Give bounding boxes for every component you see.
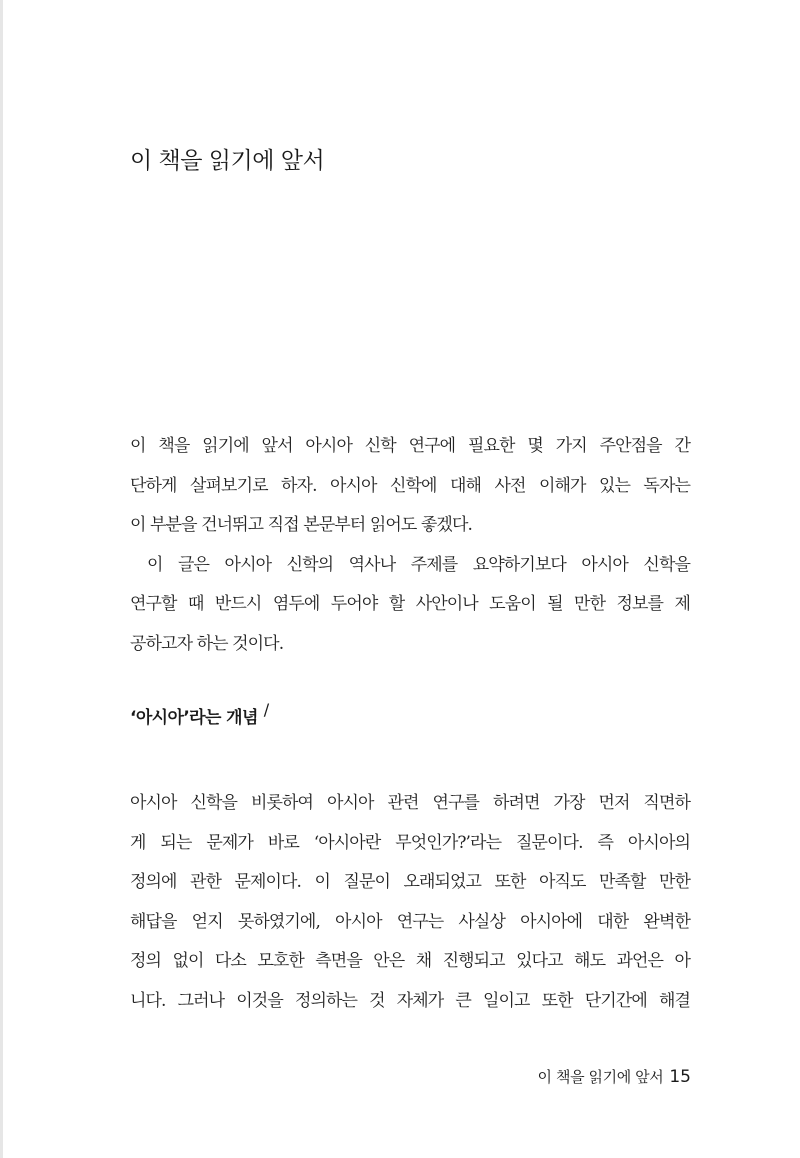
- section-heading: [130, 700, 269, 728]
- text-line: 연구할 때 반드시 염두에 두어야 할 사안이나 도움이 될 만한 정보를 제: [130, 594, 690, 614]
- text-line: 해답을 얻지 못하였기에, 아시아 연구는 사실상 아시아에 대한 완벽한: [130, 911, 690, 932]
- chapter-title: 이 책을 읽기에 앞서: [130, 148, 325, 174]
- page-footer: [538, 1066, 691, 1087]
- section-text: [130, 784, 690, 1021]
- page-edge-shadow: [0, 0, 3, 1158]
- text-line: 정의에 관한 문제이다. 이 질문이 오래되었고 또한 아직도 만족할 만한: [130, 872, 690, 892]
- section-heading-text: ‘아시아’라는 개념: [130, 708, 258, 728]
- text-line: 이 부분을 건너뛰고 직접 본문부터 읽어도 좋겠다.: [130, 515, 472, 535]
- text-line: 아시아 신학을 비롯하여 아시아 관련 연구를 하려면 가장 먼저 직면하: [130, 793, 690, 813]
- section-heading-mark: /: [263, 700, 269, 719]
- text-line: 단하게 살펴보기로 하자. 아시아 신학에 대해 사전 이해가 있는 독자는: [130, 475, 690, 496]
- intro-text: [130, 427, 690, 664]
- text-line: 이 글은 아시아 신학의 역사나 주제를 요약하기보다 아시아 신학을: [147, 554, 690, 575]
- text-line: 정의 없이 다소 모호한 측면을 안은 채 진행되고 있다고 해도 과언은 아: [130, 951, 690, 971]
- page-number: 15: [669, 1067, 691, 1087]
- text-line: 공하고자 하는 것이다.: [130, 633, 284, 654]
- text-line: 게 되는 문제가 바로 ‘아시아란 무엇인가?’라는 질문이다. 즉 아시아의: [130, 832, 690, 853]
- text-line: 니다. 그러나 이것을 정의하는 것 자체가 큰 일이고 또한 단기간에 해결: [130, 990, 690, 1011]
- text-line: 이 책을 읽기에 앞서 아시아 신학 연구에 필요한 몇 가지 주안점을 간: [130, 436, 690, 456]
- running-title: 이 책을 읽기에 앞서: [537, 1068, 664, 1086]
